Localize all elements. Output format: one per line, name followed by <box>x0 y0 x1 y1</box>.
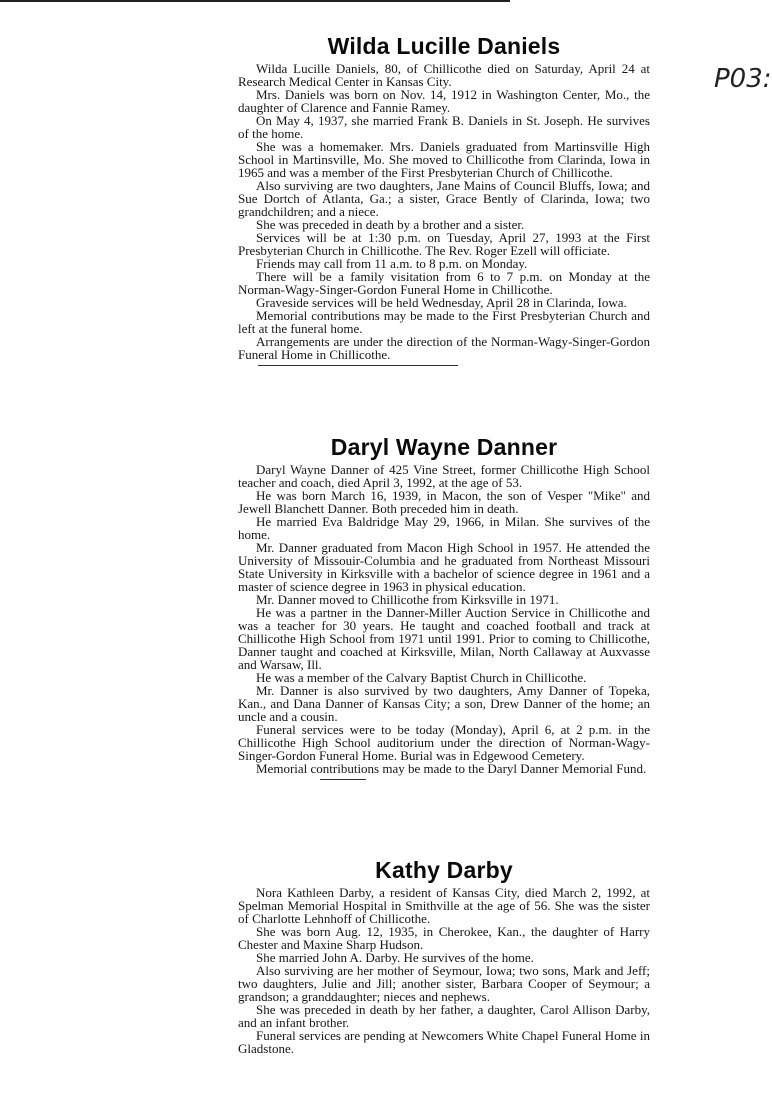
obituary-title: Daryl Wayne Danner <box>330 434 558 460</box>
obituary-paragraph: Daryl Wayne Danner of 425 Vine Street, former Chillicothe High School teacher and coach, died April 3, 1992, at the age of 53. <box>238 462 650 490</box>
obituary-kathy-darby <box>238 857 650 1055</box>
obituary-paragraph: Services will be at 1:30 p.m. on Tuesday, April 27, 1993 at the First Presbyterian Church in Chillicothe. The Rev. Roger Ezell will officiate. <box>238 230 650 258</box>
handwritten-page-code: P03: <box>714 64 772 94</box>
section-end-rule <box>258 365 458 366</box>
obituary-paragraph: She married John A. Darby. He survives of the home. <box>256 950 534 965</box>
obituary-paragraph: Funeral services were to be today (Monday), April 6, at 2 p.m. in the Chillicothe High School auditorium under the direction of Norman-Wagy-Singer-Gordon Funeral Home. Burial was in Edgewood Cemetery. <box>238 722 650 763</box>
obituary-paragraph: Arrangements are under the direction of the Norman-Wagy-Singer-Gordon Funeral Home in Chillicothe. <box>238 334 650 362</box>
obituary-paragraph: On May 4, 1937, she married Frank B. Daniels in St. Joseph. He survives of the home. <box>238 113 650 141</box>
obituary-paragraph: Memorial contributions may be made to the First Presbyterian Church and left at the funeral home. <box>238 308 650 336</box>
obituary-paragraph: Memorial contributions may be made to the Daryl Danner Memorial Fund. <box>256 761 647 776</box>
obituary-paragraph: Nora Kathleen Darby, a resident of Kansas City, died March 2, 1992, at Spelman Memorial Hospital in Smithville at the age of 56. She was the sister of Charlotte Lehnhoff of Chillicothe. <box>238 885 650 926</box>
section-end-rule <box>320 779 366 780</box>
obituary-paragraph: He was born March 16, 1939, in Macon, the son of Vesper "Mike" and Jewell Blanchett Danner. Both preceded him in death. <box>238 488 650 516</box>
obituary-paragraph: Mr. Danner is also survived by two daughters, Amy Danner of Topeka, Kan., and Dana Danner of Kansas City; a son, Drew Danner of the home; an uncle and a cousin. <box>238 683 650 724</box>
top-border-rule <box>0 0 510 2</box>
obituary-paragraph: She was preceded in death by a brother and a sister. <box>256 217 525 232</box>
obituary-title: Wilda Lucille Daniels <box>327 33 561 59</box>
obituary-paragraph: Wilda Lucille Daniels, 80, of Chillicothe died on Saturday, April 24 at Research Medical Center in Kansas City. <box>238 61 650 89</box>
obituary-paragraph: He married Eva Baldridge May 29, 1966, in Milan. She survives of the home. <box>238 514 650 542</box>
obituary-paragraph: He was a member of the Calvary Baptist Church in Chillicothe. <box>256 670 587 685</box>
obituary-paragraph: Funeral services are pending at Newcomers White Chapel Funeral Home in Gladstone. <box>238 1028 650 1056</box>
obituary-paragraph: She was preceded in death by her father, a daughter, Carol Allison Darby, and an infant brother. <box>238 1002 650 1030</box>
obituary-paragraph: Mr. Danner moved to Chillicothe from Kirksville in 1971. <box>256 592 559 607</box>
obituary-paragraph: Mrs. Daniels was born on Nov. 14, 1912 in Washington Center, Mo., the daughter of Clarence and Fannie Ramey. <box>238 87 650 115</box>
obituary-paragraph: She was a homemaker. Mrs. Daniels graduated from Martinsville High School in Martinsville, Mo. She moved to Chillicothe from Clarinda, Iowa in 1965 and was a member of the First Presbyterian Church of Chillicothe. <box>238 139 650 180</box>
obituary-paragraph: She was born Aug. 12, 1935, in Cherokee, Kan., the daughter of Harry Chester and Maxine Sharp Hudson. <box>238 924 650 952</box>
obituary-paragraph: He was a partner in the Danner-Miller Auction Service in Chillicothe and was a teacher for 30 years. He taught and coached football and track at Chillicothe High School from 1971 until 1991. Prior to coming to Chillicothe, Danner taught and coached at Kirksville, Milan, North Callaway at Auxvasse and Warsaw, Ill. <box>238 605 650 672</box>
obituary-paragraph: Mr. Danner graduated from Macon High School in 1957. He attended the University of Missouir-Columbia and he graduated from Northeast Missouri State University in Kirksville with a bachelor of science degree in 1961 and a master of science degree in 1963 in physical education. <box>238 540 650 594</box>
obituary-wilda-daniels <box>238 33 650 366</box>
obituary-paragraph: Also surviving are two daughters, Jane Mains of Council Bluffs, Iowa; and Sue Dortch of Atlanta, Ga.; a sister, Grace Bently of Clarinda, Iowa; two grandchildren; and a niece. <box>238 178 650 219</box>
obituary-daryl-danner <box>238 434 650 780</box>
obituary-paragraph: Friends may call from 11 a.m. to 8 p.m. on Monday. <box>256 256 528 271</box>
obituary-title: Kathy Darby <box>375 857 513 883</box>
obituary-paragraph: There will be a family visitation from 6 to 7 p.m. on Monday at the Norman-Wagy-Singer-Gordon Funeral Home in Chillicothe. <box>238 269 650 297</box>
obituary-paragraph: Graveside services will be held Wednesday, April 28 in Clarinda, Iowa. <box>256 295 627 310</box>
obituary-paragraph: Also surviving are her mother of Seymour, Iowa; two sons, Mark and Jeff; two daughters, Julie and Jill; another sister, Barbara Cooper of Seymour; a grandson; a granddaughter; nieces and nephews. <box>238 963 650 1004</box>
